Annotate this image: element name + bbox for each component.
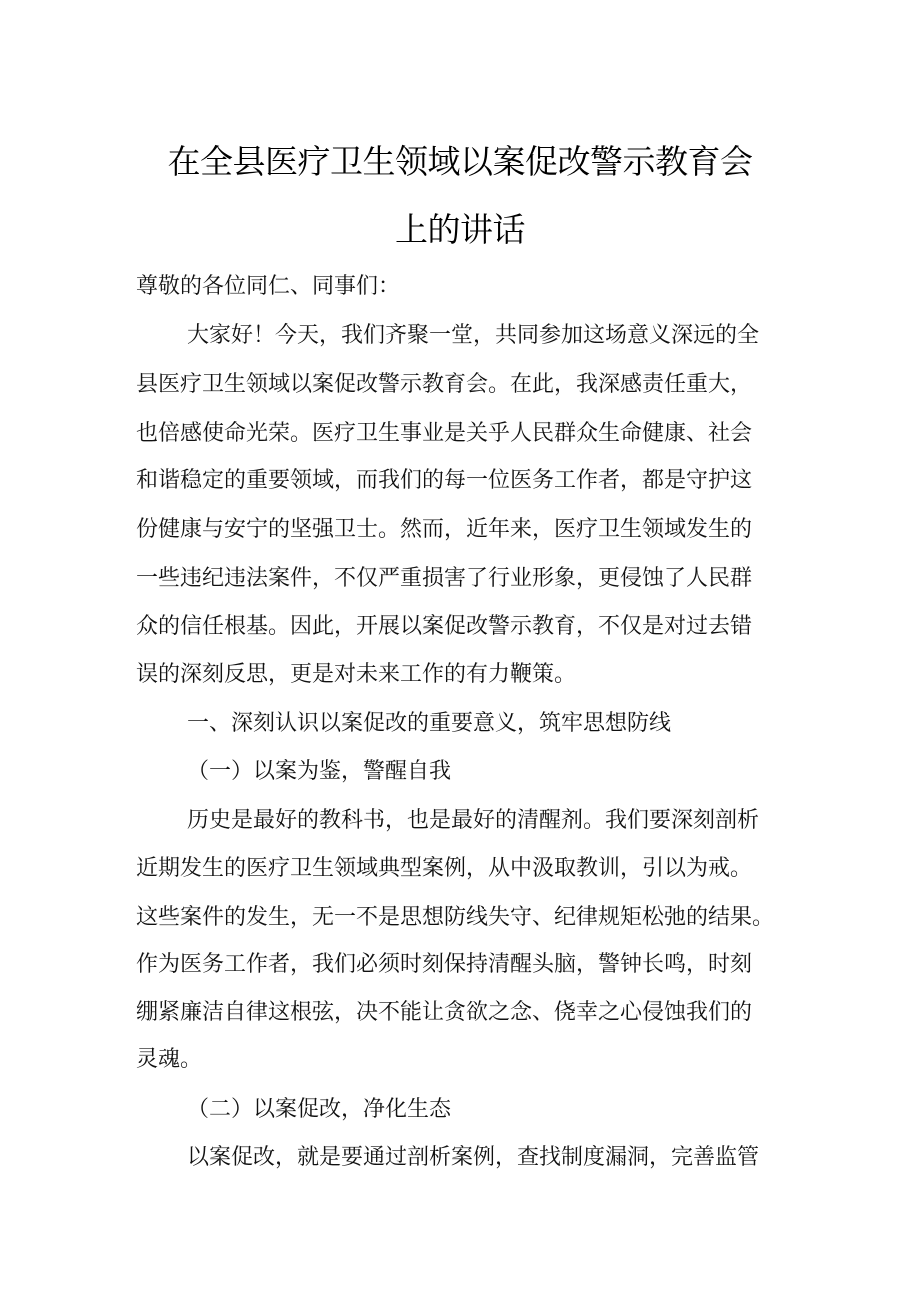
section-heading: 一、深刻认识以案促改的重要意义，筑牢思想防线 <box>187 711 672 736</box>
body-line: 以案促改，就是要通过剖析案例，查找制度漏洞，完善监管 <box>187 1145 760 1170</box>
body-line: 作为医务工作者，我们必须时刻保持清醒头脑，警钟长鸣，时刻 <box>136 952 753 977</box>
document-title-line-2: 上的讲话 <box>395 210 525 249</box>
intro-line: 县医疗卫生领域以案促改警示教育会。在此，我深感责任重大， <box>136 372 753 397</box>
intro-line: 和谐稳定的重要领域，而我们的每一位医务工作者，都是守护这 <box>136 468 753 493</box>
subsection-heading: （二）以案促改，净化生态 <box>187 1097 452 1122</box>
body-line: 灵魂。 <box>136 1047 203 1072</box>
document-title-line-1: 在全县医疗卫生领域以案促改警示教育会 <box>167 142 753 181</box>
intro-line: 份健康与安宁的坚强卫士。然而，近年来，医疗卫生领域发生的 <box>136 517 753 542</box>
body-line: 绷紧廉洁自律这根弦，决不能让贪欲之念、侥幸之心侵蚀我们的 <box>136 1000 753 1025</box>
body-line: 近期发生的医疗卫生领域典型案例，从中汲取教训，引以为戒。 <box>136 856 753 881</box>
intro-line: 大家好！今天，我们齐聚一堂，共同参加这场意义深远的全 <box>187 323 760 348</box>
intro-line: 也倍感使命光荣。医疗卫生事业是关乎人民群众生命健康、社会 <box>136 421 753 446</box>
subsection-heading: （一）以案为鉴，警醒自我 <box>187 759 452 784</box>
intro-line: 误的深刻反思，更是对未来工作的有力鞭策。 <box>136 662 577 687</box>
greeting: 尊敬的各位同仁、同事们： <box>136 274 401 299</box>
body-line: 这些案件的发生，无一不是思想防线失守、纪律规矩松弛的结果。 <box>136 905 775 930</box>
intro-line: 一些违纪违法案件，不仅严重损害了行业形象，更侵蚀了人民群 <box>136 566 753 591</box>
body-line: 历史是最好的教科书，也是最好的清醒剂。我们要深刻剖析 <box>187 808 760 833</box>
intro-line: 众的信任根基。因此，开展以案促改警示教育，不仅是对过去错 <box>136 614 753 639</box>
